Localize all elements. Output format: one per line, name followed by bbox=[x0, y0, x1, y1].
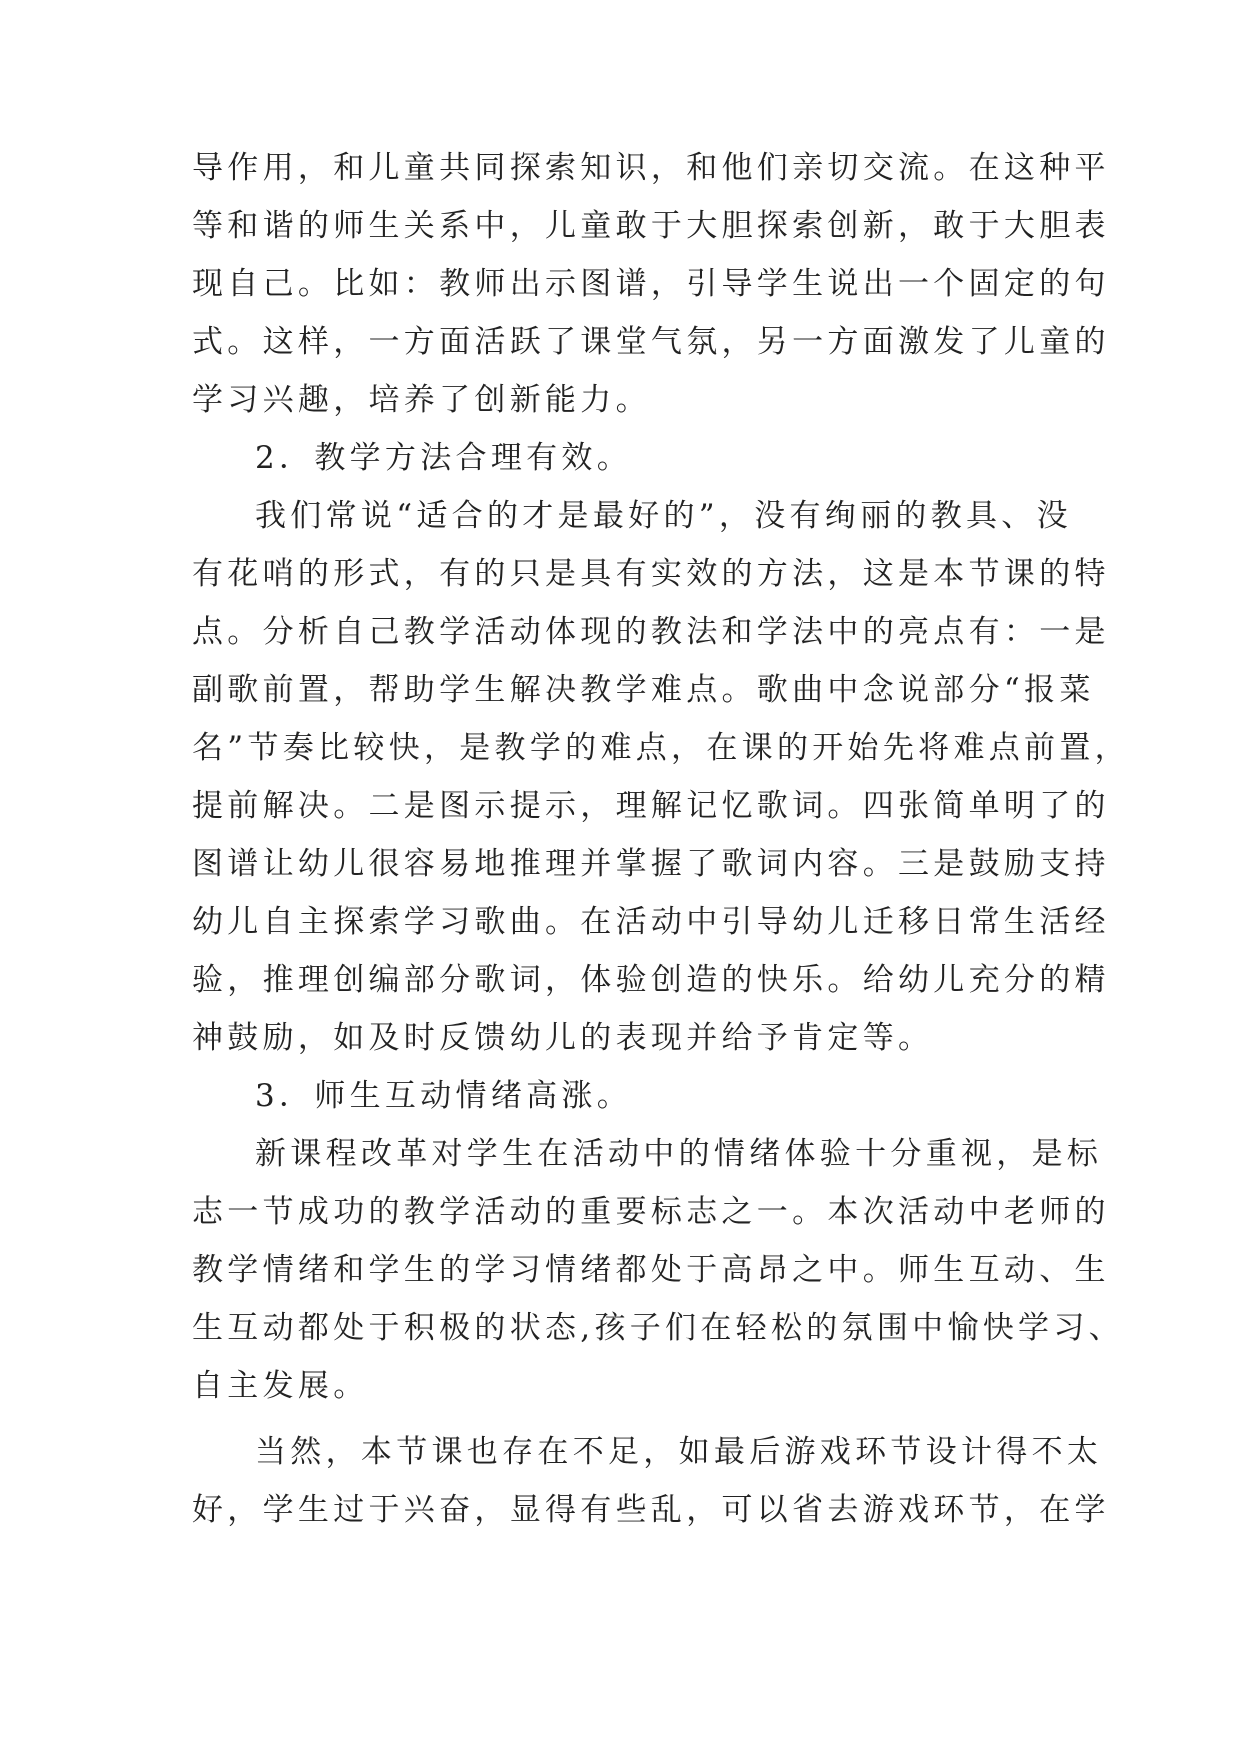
text-line: 图谱让幼儿很容易地推理并掌握了歌词内容。三是鼓励支持 bbox=[192, 846, 1110, 882]
text-line: 志一节成功的教学活动的重要标志之一。本次活动中老师的 bbox=[192, 1194, 1110, 1230]
text-line: 当然，本节课也存在不足，如最后游戏环节设计得不太 bbox=[255, 1434, 1103, 1470]
text-line: 提前解决。二是图示提示，理解记忆歌词。四张简单明了的 bbox=[192, 788, 1110, 824]
text-line: 自主发展。 bbox=[192, 1368, 369, 1404]
section-heading: 3．师生互动情绪高涨。 bbox=[255, 1078, 633, 1114]
text-line: 我们常说“适合的才是最好的”，没有绚丽的教具、没 bbox=[255, 498, 1072, 534]
text-line: 生互动都处于积极的状态,孩子们在轻松的氛围中愉快学习、 bbox=[192, 1310, 1124, 1346]
text-line: 有花哨的形式，有的只是具有实效的方法，这是本节课的特 bbox=[192, 556, 1110, 592]
text-line: 验，推理创编部分歌词，体验创造的快乐。给幼儿充分的精 bbox=[192, 962, 1110, 998]
section-heading: 2．教学方法合理有效。 bbox=[255, 440, 633, 476]
text-line: 副歌前置，帮助学生解决教学难点。歌曲中念说部分“报菜 bbox=[192, 672, 1095, 708]
text-line: 神鼓励，如及时反馈幼儿的表现并给予肯定等。 bbox=[192, 1020, 934, 1056]
text-line: 教学情绪和学生的学习情绪都处于高昂之中。师生互动、生 bbox=[192, 1252, 1110, 1288]
text-line: 新课程改革对学生在活动中的情绪体验十分重视，是标 bbox=[255, 1136, 1103, 1172]
text-line: 导作用，和儿童共同探索知识，和他们亲切交流。在这种平 bbox=[192, 150, 1110, 186]
text-line: 学习兴趣，培养了创新能力。 bbox=[192, 382, 651, 418]
text-line: 等和谐的师生关系中，儿童敢于大胆探索创新，敢于大胆表 bbox=[192, 208, 1110, 244]
text-line: 式。这样，一方面活跃了课堂气氛，另一方面激发了儿童的 bbox=[192, 324, 1110, 360]
text-line: 点。分析自己教学活动体现的教法和学法中的亮点有：一是 bbox=[192, 614, 1110, 650]
text-line: 现自己。比如：教师出示图谱，引导学生说出一个固定的句 bbox=[192, 266, 1110, 302]
text-line: 好，学生过于兴奋，显得有些乱，可以省去游戏环节，在学 bbox=[192, 1492, 1110, 1528]
text-line: 幼儿自主探索学习歌曲。在活动中引导幼儿迁移日常生活经 bbox=[192, 904, 1110, 940]
text-line: 名”节奏比较快，是教学的难点，在课的开始先将难点前置， bbox=[192, 730, 1130, 766]
